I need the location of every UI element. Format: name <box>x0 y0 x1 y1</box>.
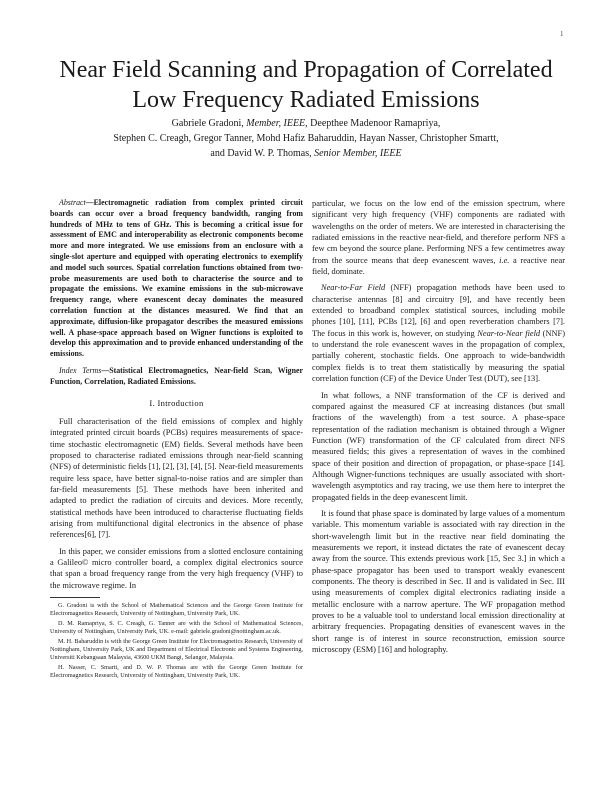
footnote-4: H. Nasser, C. Smartt, and D. W. P. Thomas are with the George Green Institute for Electromagnetics Research, University of Nottingham, University Park, UK. <box>50 664 303 680</box>
title-line-1: Near Field Scanning and Propagation of Correlated <box>59 57 553 83</box>
index-terms-label: Index Terms <box>59 365 102 375</box>
footnote-1: G. Gradoni is with the School of Mathematical Sciences and the George Green Institute for Electromagnetics Research, University of Nottingham, University Park, UK. <box>50 602 303 618</box>
author-list <box>40 116 572 161</box>
index-terms-text: —Statistical Electromagnetics, Near-field Scan, Wigner Function, Correlation, Radiated Emissions. <box>50 365 303 386</box>
footnote-2: D. M. Ramapriya, S. C. Creagh, G. Tanner are with the School of Mathematical Sciences, University of Nottingham, University Park, UK. e-mail: gabriele.gradoni@nottingham.ac.uk. <box>50 620 303 636</box>
title-line-2: Low Frequency Radiated Emissions <box>132 87 480 113</box>
authors-member: Member, IEEE, <box>246 118 308 129</box>
right-paragraph-3: In what follows, a NNF transformation of the CF is derived and compared against the measured CF at increasing distances (but small fractions of the wavelength) from a test source. A phase-space representation of the radiation mechanism is obtained through a Wigner Function (WF) transformation of the CF calculated from direct NFS measured fields; this gives a representation of waves in the combined space of their position and direction of propagation, or phase-space [14]. Although Wigner-functions techniques are usually associated with short-wavelength asymptotics and ray tracing, we use them here to interpret the propagated fields in the deep evanescent limit. <box>312 390 565 502</box>
authors-line3-a: and David W. P. Thomas, <box>210 148 312 159</box>
footnote-3: M. H. Baharuddin is with the George Green Institute for Electromagnetics Research, University of Nottingham, University Park, UK and Department of Electrical Electronic and Systems Engineering, Universiti Kebangsaan Malaysia, 43600 UKM Bangi, Selangor, Malaysia. <box>50 638 303 662</box>
authors-line1-a: Gabriele Gradoni, <box>171 118 244 129</box>
paper-title <box>40 55 572 115</box>
right-p2-nnf: Near-to-Near field <box>477 328 541 338</box>
right-p1-end: a reactive near field, dominate. <box>312 255 565 277</box>
index-terms <box>50 366 303 388</box>
right-p2-b: (NNF) to understand the role evanescent waves in the propagation of complex, partially coherent, stochastic fields. One approach to wide-bandwidth complex fields is to treat them statistically by measuring the spatial correlation function (CF) of the Device Under Test (DUT), see [13]. <box>312 328 565 384</box>
authors-line1-b: Deepthee Madenoor Ramapriya, <box>310 118 441 129</box>
right-paragraph-1 <box>312 198 565 277</box>
abstract-text: —Electromagnetic radiation from complex printed circuit boards can occur over a broad frequency bandwidth, ranging from hundreds of MHz to tens of GHz. This is becoming a critical issue for assessment of EMC and interoperability as electronic components become more and more integrated. We use emissions from an enclosure with a single-slot aperture and equipped with operating electronics to exemplify and model such sources. Spatial correlation functions obtained from two-probe measurements are used both to characterise the source and to propagate the emissions. We examine emissions in the sub-microwave frequency range, where evanescent decay dominates the measured correlation function at the distances measured. We find that an approximate, diffusion-like propagator describes the measured emissions well. A phase-space approach based on Wigner functions is exploited to develop this approximation and to provide enhanced understanding of the emissions. <box>50 198 303 359</box>
footnote-divider <box>50 597 100 598</box>
right-p2-a: (NFF) propagation methods have been used to characterise antennas [8] and circuitry [9], and have recently been extended to broadband complex statistical sources, including mobile phones [10], [11], PCBs [12], [6] and open reverberation chambers [7]. The focus in this work is, however, on studying <box>312 283 565 338</box>
right-p1-text: particular, we focus on the low end of the emission spectrum, where significant very high frequency (VHF) components are radiated with wavelengths on the order of meters. We are interested in characterising the radiated emissions in the reactive near-field, and therefore perform NFS a few cm beyond the source plane. Performing NFS a few centimetres away from the source means that deep evanescent waves, <box>312 199 565 265</box>
left-column <box>50 198 303 682</box>
right-p2-lead: Near-to-Far Field <box>321 283 386 293</box>
authors-line2: Stephen C. Creagh, Gregor Tanner, Mohd Hafiz Baharuddin, Hayan Nasser, Christopher Smartt, <box>113 133 499 144</box>
abstract <box>50 198 303 360</box>
section-heading-introduction: I. Introduction <box>149 397 204 408</box>
intro-paragraph-1: Full characterisation of the field emissions of complex and highly integrated printed circuit boards (PCBs) requires measurements of space-time stochastic electromagnetic (EM) fields. Several methods have been proposed to characterise radiated emissions through near-field scanning (NFS) of deterministic fields [1], [2], [3], [4], [5]. Near-field measurements require less space, have better signal-to-noise ratios and are simpler than far-field measurements [5]. These methods have been inherited and adapted to predict the radiation of circuits and devices. More recently, statistical methods have been introduced to characterise fluctuating fields arising from multifunctional digital electronics in the absence of phase references[6], [7]. <box>50 416 303 540</box>
page-number: 1 <box>560 30 564 38</box>
abstract-label: Abstract <box>59 198 86 207</box>
right-column <box>312 198 565 660</box>
right-paragraph-4: It is found that phase space is dominated by large values of a momentum variable. This momentum variable is associated with ray direction in the short-wavelength limit but in the reactive near field dominating the measurements we report, it instead dictates the rate of evanescent decay away from the source. This extends previous work [15, Sec 3.] in which a phase-space propagator has been used to transport weakly evanescent components. The theory is described in Sec. II and is validated in Sec. III using measurements of complex digital electronics radiating inside a metallic enclosure with a narrow aperture. The WF propagation method proves to be a valuable tool to understand local emission directionality at arbitrary frequencies. Propagating densities of evanescent waves in the short range is of interest in source reconstruction, emission source microscopy (ESM) [16] and holography. <box>312 508 565 655</box>
authors-senior-member: Senior Member, IEEE <box>314 148 402 159</box>
right-p1-ie: i.e. <box>499 255 510 265</box>
right-paragraph-2 <box>312 282 565 384</box>
intro-paragraph-2: In this paper, we consider emissions from a slotted enclosure containing a Galileo© micro controller board, a complex digital electronics source that span a broad frequency range from the very high frequency (VHF) to the microwave regime. In <box>50 546 303 590</box>
